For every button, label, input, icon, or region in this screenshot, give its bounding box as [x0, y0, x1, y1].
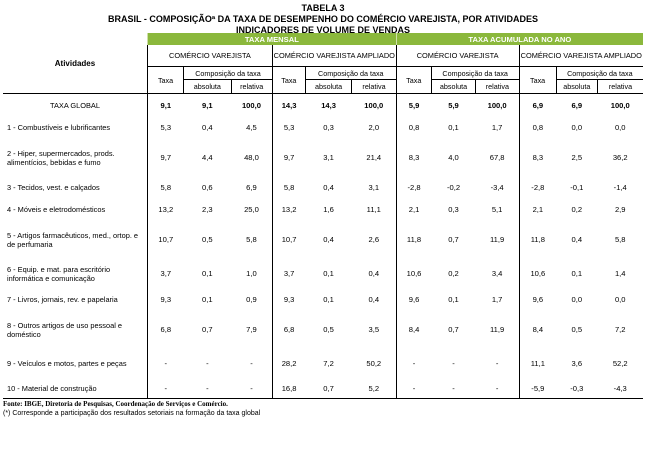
table-cell: 0,1	[448, 123, 459, 132]
table-cell: 0,2	[571, 205, 583, 214]
source-note: Fonte: IBGE, Diretoria de Pesquisas, Coordenação de Serviços e Comércio.	[3, 400, 228, 408]
table-cell: 11,9	[490, 235, 505, 244]
table-cell: 0,1	[202, 269, 213, 278]
table-cell: 0,0	[571, 295, 583, 304]
table-cell: 100,0	[487, 100, 507, 110]
table-cell: 0,3	[323, 123, 334, 132]
table-cell: 0,5	[571, 325, 583, 334]
taxa-header: Taxa	[396, 67, 431, 94]
composicao-header: Composição da taxa	[305, 67, 396, 80]
table-cell: 0,7	[448, 325, 459, 334]
table-cell: 0,7	[202, 325, 213, 334]
comercio-varejista-mensal-header: COMÉRCIO VAREJISTA	[147, 45, 272, 67]
table-cell: 3,5	[368, 325, 380, 334]
row-label: 1 - Combustíveis e lubrificantes	[7, 123, 111, 132]
table-cell: 0,1	[448, 295, 459, 304]
table-cell: -0,3	[556, 379, 597, 399]
row-label: 4 - Móveis e eletrodomésticos	[7, 205, 106, 214]
table-cell: 5,8	[272, 177, 305, 199]
table-cell: 9,6	[519, 289, 556, 311]
table-cell: 0,7	[448, 235, 459, 244]
table-cell: 16,8	[272, 379, 305, 399]
table-footer	[3, 399, 646, 418]
table-cell: -0,2	[446, 183, 461, 192]
table-cell: 3,7	[272, 259, 305, 289]
row-label: 10 - Material de construção	[3, 379, 147, 399]
table-cell: 6,8	[147, 311, 183, 349]
absoluta-header: absoluta	[184, 80, 231, 94]
absoluta-header: absoluta	[431, 80, 475, 94]
table-cell: 1,4	[614, 269, 626, 278]
table-subtitle: INDICADORES DE VOLUME DE VENDAS	[235, 25, 411, 35]
table-cell: 48,0	[244, 153, 259, 162]
table-cell: 5,8	[614, 235, 626, 244]
table-cell: 4,5	[246, 123, 257, 132]
table-cell: 3,7	[147, 259, 183, 289]
table-title: BRASIL - COMPOSIÇÃOª DA TAXA DE DESEMPENHO DO COMÉRCIO VAREJISTA, POR ATIVIDADES	[107, 14, 539, 24]
table-cell: 9,3	[147, 289, 183, 311]
table-cell: 10,6	[396, 259, 431, 289]
relativa-header: relativa	[231, 80, 272, 94]
table-cell: -	[396, 379, 431, 399]
row-label: 8 - Outros artigos de uso pessoal e doméstico	[7, 320, 123, 339]
table-cell: 3,1	[368, 183, 380, 192]
table-cell: -	[250, 359, 253, 368]
table-cell: 4,0	[448, 153, 459, 162]
row-label: TAXA GLOBAL	[50, 100, 100, 110]
table-number: TABELA 3	[301, 3, 345, 13]
table-row	[3, 379, 643, 399]
table-cell: 11,8	[519, 221, 556, 259]
row-label: 6 - Equip. e mat. para escritório informática e comunicação	[7, 264, 111, 283]
table-cell: 9,1	[147, 94, 183, 117]
table-cell: 5,3	[147, 117, 183, 139]
table-row	[3, 199, 643, 221]
table-cell: 8,3	[519, 139, 556, 177]
table-cell: 11,1	[519, 349, 556, 379]
table-cell: 67,8	[489, 153, 505, 162]
table-cell: -	[231, 379, 272, 399]
table-row	[3, 117, 643, 139]
table-cell: 13,2	[272, 199, 305, 221]
table-cell: -	[396, 349, 431, 379]
table-cell: 7,9	[246, 325, 257, 334]
taxa-header: Taxa	[272, 67, 305, 94]
table-cell: 5,3	[272, 117, 305, 139]
table-cell: 6,9	[246, 183, 257, 192]
table-cell: -	[147, 349, 183, 379]
table-cell: 0,0	[571, 123, 583, 132]
table-cell: 8,3	[396, 139, 431, 177]
table-cell: 3,6	[571, 359, 583, 368]
table-row	[3, 311, 643, 349]
table-cell: 0,6	[202, 183, 213, 192]
table-cell: 6,8	[272, 311, 305, 349]
table-cell: 100,0	[241, 100, 261, 110]
table-cell: 36,2	[612, 153, 628, 162]
relativa-header: relativa	[476, 80, 519, 94]
table-cell: 0,9	[246, 295, 257, 304]
table-cell: 0,0	[614, 123, 626, 132]
table-cell: 5,9	[396, 94, 431, 117]
composicao-header: Composição da taxa	[556, 67, 643, 80]
absoluta-header: absoluta	[556, 80, 597, 94]
table-cell: 8,4	[396, 311, 431, 349]
table-cell: 4,4	[202, 153, 213, 162]
comercio-varejista-acumulada-header: COMÉRCIO VAREJISTA	[396, 45, 519, 67]
table-cell: -	[147, 379, 183, 399]
taxa-header: Taxa	[147, 67, 183, 94]
table-title-block	[0, 0, 646, 33]
table-cell: 0,8	[396, 117, 431, 139]
table-cell: 13,2	[147, 199, 183, 221]
table-cell: 9,7	[272, 139, 305, 177]
table-cell: 6,9	[519, 94, 556, 117]
comercio-ampliado-mensal-header: COMÉRCIO VAREJISTA AMPLIADO	[272, 45, 396, 67]
table-cell: -4,3	[597, 379, 643, 399]
table-cell: 2,0	[368, 123, 380, 132]
table-cell: -2,8	[519, 177, 556, 199]
table-cell: 50,2	[366, 359, 382, 368]
taxa-mensal-header: TAXA MENSAL	[147, 33, 396, 45]
row-label: 3 - Tecidos, vest. e calçados	[7, 183, 100, 192]
data-table	[3, 33, 643, 399]
table-cell: -	[206, 359, 209, 368]
table-cell: -	[495, 359, 499, 368]
table-cell: 11,9	[490, 325, 505, 334]
table-cell: 1,7	[491, 295, 503, 304]
table-row	[3, 289, 643, 311]
table-cell: 5,1	[491, 205, 503, 214]
table-cell: 5,9	[448, 100, 459, 110]
table-cell: -1,4	[613, 183, 627, 192]
row-label: 2 - Hiper, supermercados, prods. alimentícios, bebidas e fumo	[7, 148, 115, 167]
table-cell: 8,4	[519, 311, 556, 349]
table-cell: 0,4	[571, 235, 583, 244]
table-cell: 25,0	[244, 205, 259, 214]
row-label: 7 - Livros, jornais, rev. e papelaria	[7, 295, 118, 304]
table-cell: 9,7	[147, 139, 183, 177]
table-cell: 0,4	[368, 295, 380, 304]
table-cell: -0,1	[570, 183, 584, 192]
relativa-header: relativa	[597, 80, 643, 94]
table-cell: 14,3	[321, 100, 336, 110]
table-cell: 2,6	[368, 235, 380, 244]
table-cell: 6,9	[571, 100, 583, 110]
footnote: (*) Corresponde a participação dos resultados setoriais na formação da taxa global	[3, 410, 261, 417]
table-cell: 0,5	[323, 325, 334, 334]
table-row	[3, 221, 643, 259]
table-cell: 0,1	[571, 269, 583, 278]
table-cell: -	[431, 379, 475, 399]
taxa-acumulada-header: TAXA ACUMULADA NO ANO	[396, 33, 643, 45]
table-body	[3, 94, 643, 399]
table-cell: 3,4	[491, 269, 503, 278]
table-cell: 0,4	[368, 269, 380, 278]
table-cell: 0,1	[323, 269, 334, 278]
row-label: 9 - Veículos e motos, partes e peças	[7, 359, 127, 368]
table-cell: 1,7	[491, 123, 503, 132]
table-cell: 2,9	[614, 205, 626, 214]
table-cell: 21,4	[366, 153, 382, 162]
table-cell: 0,5	[202, 235, 213, 244]
table-cell: 10,6	[519, 259, 556, 289]
table-cell: 2,3	[202, 205, 213, 214]
table-cell: 0,8	[519, 117, 556, 139]
table-cell: 100,0	[610, 100, 630, 110]
table-cell: 1,6	[323, 205, 334, 214]
table-cell: 0,0	[614, 295, 626, 304]
table-cell: 0,4	[323, 235, 334, 244]
relativa-header: relativa	[352, 80, 396, 94]
table-cell: 10,7	[272, 221, 305, 259]
table-cell: 9,6	[396, 289, 431, 311]
table-cell: 10,7	[147, 221, 183, 259]
table-cell: 7,2	[614, 325, 626, 334]
table-row	[3, 139, 643, 177]
composicao-header: Composição da taxa	[431, 67, 519, 80]
table-cell: 5,2	[352, 379, 396, 399]
table-row	[3, 259, 643, 289]
table-cell: -2,8	[396, 177, 431, 199]
table-cell: 14,3	[272, 94, 305, 117]
atividades-header: Atividades	[3, 33, 147, 94]
table-cell: 9,1	[202, 100, 213, 110]
table-cell: 2,1	[396, 199, 431, 221]
table-cell: 11,8	[396, 221, 431, 259]
table-cell: 5,8	[147, 177, 183, 199]
table-cell: 7,2	[323, 359, 334, 368]
table-cell: 0,1	[202, 295, 213, 304]
table-cell: 100,0	[364, 100, 384, 110]
comercio-ampliado-acumulada-header: COMÉRCIO VAREJISTA AMPLIADO	[519, 45, 643, 67]
table-row	[3, 349, 643, 379]
table-cell: 1,0	[246, 269, 257, 278]
table-cell: -	[452, 359, 455, 368]
table-cell: 0,1	[323, 295, 334, 304]
table-cell: 0,2	[448, 269, 459, 278]
table-cell: 0,3	[448, 205, 459, 214]
row-label: 5 - Artigos farmacêuticos, med., ortop. e de perfumaria	[7, 230, 139, 249]
table-cell: 2,5	[571, 153, 583, 162]
table-cell: 52,2	[612, 359, 628, 368]
composicao-header: Composição da taxa	[184, 67, 273, 80]
table-cell: -	[184, 379, 231, 399]
table-cell: 3,1	[323, 153, 334, 162]
table-cell: -3,4	[490, 183, 504, 192]
table-cell: -5,9	[519, 379, 556, 399]
table-cell: 28,2	[272, 349, 305, 379]
table-cell: 5,8	[246, 235, 257, 244]
table-row	[3, 94, 643, 117]
table-cell: 0,7	[305, 379, 351, 399]
table-cell: 11,1	[366, 205, 381, 214]
table-row	[3, 177, 643, 199]
table-cell: 0,4	[202, 123, 213, 132]
table-cell: 9,3	[272, 289, 305, 311]
taxa-header: Taxa	[519, 67, 556, 94]
table-cell: -	[476, 379, 519, 399]
absoluta-header: absoluta	[305, 80, 351, 94]
table-cell: 0,4	[323, 183, 334, 192]
table-cell: 2,1	[519, 199, 556, 221]
